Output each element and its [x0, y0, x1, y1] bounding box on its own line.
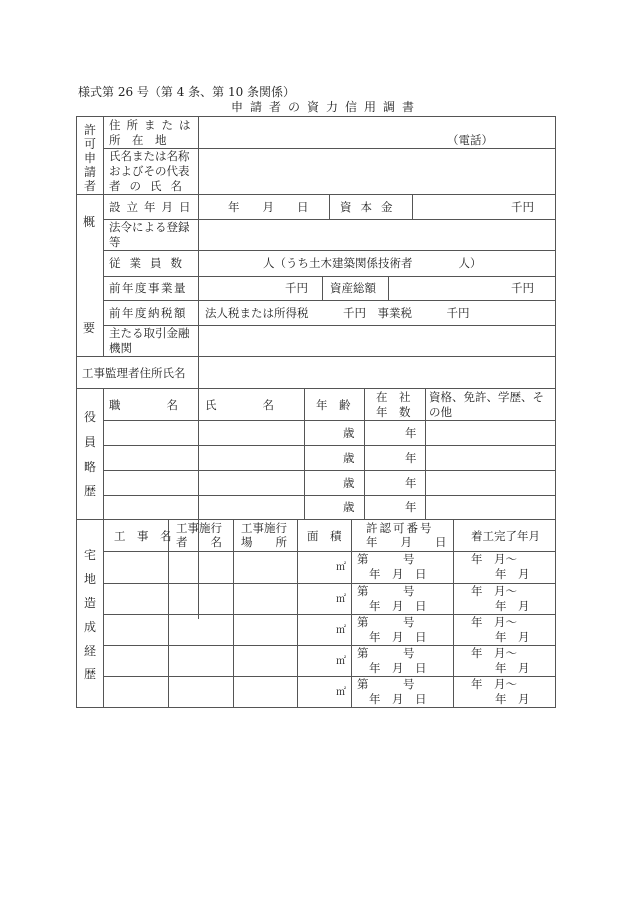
history-label-char: 成: [84, 620, 97, 634]
name-label-line2: およびその代表: [109, 164, 190, 178]
age-unit: 歳: [343, 426, 355, 440]
col-contractor-line1: 工事施行: [176, 521, 222, 535]
col-contractor-line2: 者 名: [176, 535, 222, 549]
col-tenure-line2: 年 数: [376, 405, 411, 419]
period-start: 年 月～: [471, 677, 517, 691]
divider: [351, 519, 352, 708]
history-label-char: 歴: [84, 667, 97, 681]
age-unit: 歳: [343, 451, 355, 465]
history-label-char: 経: [84, 644, 97, 658]
divider: [388, 276, 389, 300]
table-border-right: [555, 116, 556, 708]
period-start: 年 月～: [471, 584, 517, 598]
area-unit: ㎡: [336, 656, 346, 667]
permit-number: 第 号: [357, 552, 415, 566]
tenure-unit: 年: [405, 451, 417, 465]
table-border-left: [76, 116, 77, 708]
period-end: 年 月: [495, 661, 530, 675]
divider: [76, 194, 556, 195]
divider: [233, 519, 234, 708]
table-border-top: [76, 116, 556, 117]
period-end: 年 月: [495, 630, 530, 644]
col-qual-line2: の他: [429, 405, 452, 419]
divider: [103, 420, 555, 421]
col-permit-line1: 許認可番号: [366, 521, 434, 535]
col-qual-line1: 資格、免許、学歴、そ: [429, 390, 544, 404]
bank-field[interactable]: [200, 327, 554, 355]
permit-date: 年 月 日: [369, 599, 427, 613]
overview-label-bottom: 要: [83, 321, 96, 335]
area-unit: ㎡: [336, 594, 346, 605]
history-label-char: 宅: [84, 548, 97, 562]
capital-label: 資本金: [340, 200, 402, 214]
col-location-line2: 場 所: [241, 535, 287, 549]
period-start: 年 月～: [471, 615, 517, 629]
divider: [103, 388, 104, 708]
age-unit: 歳: [343, 500, 355, 514]
divider: [412, 194, 413, 219]
officers-label-char: 略: [84, 460, 97, 474]
bank-label-line1: 主たる取引金融: [109, 326, 190, 340]
area-unit: ㎡: [336, 687, 346, 698]
divider: [103, 495, 555, 496]
permit-number: 第 号: [357, 584, 415, 598]
business-volume-unit: 千円: [285, 281, 308, 295]
period-start: 年 月～: [471, 646, 517, 660]
registration-label-line2: 等: [109, 235, 121, 249]
divider: [304, 388, 305, 519]
period-end: 年 月: [495, 692, 530, 706]
divider: [103, 445, 555, 446]
document-title: 申請者の資力信用調書: [231, 100, 422, 114]
supervisor-label: 工事監理者住所氏名: [82, 366, 186, 380]
permit-number: 第 号: [357, 615, 415, 629]
address-label-line1: 住所または: [109, 118, 197, 132]
officers-label-char: 員: [84, 435, 97, 449]
divider: [103, 470, 555, 471]
col-tenure-line1: 在 社: [376, 390, 411, 404]
supervisor-field[interactable]: [200, 358, 554, 387]
col-area: 面 積: [307, 529, 342, 543]
history-label-char: 造: [84, 596, 97, 610]
tenure-unit: 年: [405, 476, 417, 490]
capital-unit: 千円: [511, 200, 534, 214]
table-border-bottom: [76, 707, 556, 708]
officers-label-char: 歴: [84, 484, 97, 498]
permit-date: 年 月 日: [369, 692, 427, 706]
col-period: 着工完了年月: [471, 529, 540, 543]
applicant-section-label: 許可申請者: [83, 123, 96, 193]
divider: [329, 194, 330, 219]
tax-label: 前年度納税額: [109, 306, 187, 320]
employees-value[interactable]: 人（うち土木建築関係技術者 人）: [263, 256, 482, 270]
divider: [103, 300, 555, 301]
registration-field[interactable]: [200, 221, 554, 249]
officers-label-char: 役: [84, 410, 97, 424]
phone-label: （電話）: [447, 133, 493, 147]
form-number: 様式第 26 号（第 4 条、第 10 条関係）: [78, 85, 296, 99]
history-label-char: 地: [84, 572, 97, 586]
divider: [76, 519, 556, 520]
col-work-name: 工 事 名: [114, 529, 172, 543]
tenure-unit: 年: [405, 426, 417, 440]
col-age: 年 齢: [316, 398, 351, 412]
area-unit: ㎡: [336, 562, 346, 573]
col-permit-line2: 年 月 日: [366, 535, 447, 549]
permit-date: 年 月 日: [369, 661, 427, 675]
permit-date: 年 月 日: [369, 630, 427, 644]
permit-date: 年 月 日: [369, 567, 427, 581]
name-label-line1: 氏名または名称: [109, 149, 190, 163]
col-location-line1: 工事施行: [241, 521, 287, 535]
total-assets-unit: 千円: [511, 281, 534, 295]
name-label-line3: 者の氏名: [109, 179, 191, 193]
name-field[interactable]: [200, 150, 554, 193]
permit-number: 第 号: [357, 677, 415, 691]
divider: [364, 388, 365, 519]
divider: [168, 519, 169, 708]
registration-label-line1: 法令による登録: [109, 220, 190, 234]
period-end: 年 月: [495, 599, 530, 613]
divider: [322, 276, 323, 300]
divider: [76, 388, 556, 389]
period-end: 年 月: [495, 567, 530, 581]
overview-label-top: 概: [83, 215, 96, 229]
area-unit: ㎡: [336, 625, 346, 636]
divider: [103, 276, 555, 277]
employees-label: 従業員数: [109, 256, 191, 270]
col-name: 氏 名: [205, 398, 274, 412]
period-start: 年 月～: [471, 552, 517, 566]
established-label: 設立年月日: [109, 200, 197, 214]
divider: [103, 116, 104, 356]
divider: [76, 356, 556, 357]
tenure-unit: 年: [405, 500, 417, 514]
business-volume-label: 前年度事業量: [109, 281, 187, 295]
total-assets-label: 資産総額: [330, 281, 376, 295]
permit-number: 第 号: [357, 646, 415, 660]
divider: [453, 519, 454, 708]
col-position: 職 名: [109, 398, 178, 412]
address-field[interactable]: [200, 118, 554, 147]
divider: [103, 250, 555, 251]
bank-label-line2: 機関: [109, 341, 132, 355]
tax-value[interactable]: 法人税または所得税 千円 事業税 千円: [205, 306, 470, 320]
divider: [297, 519, 298, 708]
address-label-line2: 所 在 地: [109, 133, 167, 147]
age-unit: 歳: [343, 476, 355, 490]
divider: [425, 388, 426, 519]
established-value[interactable]: 年 月 日: [228, 200, 309, 214]
